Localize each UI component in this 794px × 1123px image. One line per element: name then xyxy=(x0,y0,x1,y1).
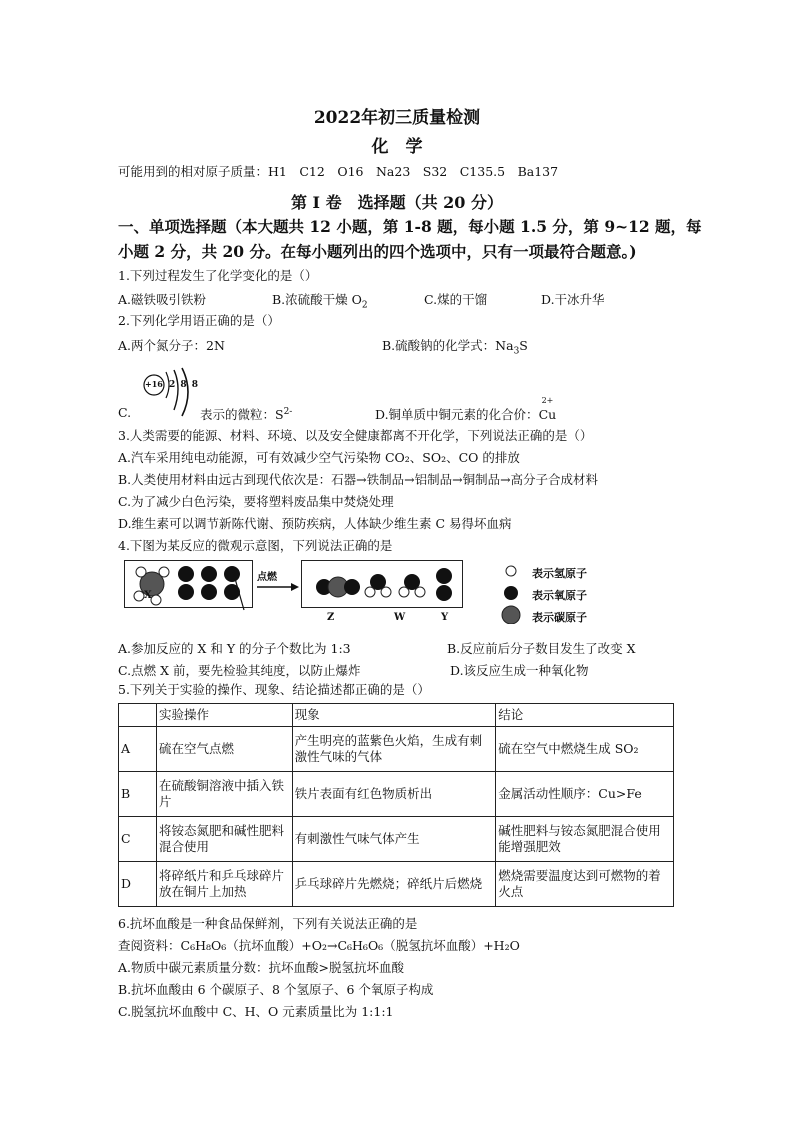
table-cell: 在硫酸铜溶液中插入铁片 xyxy=(156,772,292,817)
experiment-table xyxy=(118,703,674,907)
table-cell: 碱性肥料与铵态氮肥混合使用能增强肥效 xyxy=(496,817,674,862)
q4-stem: 4.下图为某反应的微观示意图，下列说法正确的是 xyxy=(118,538,393,553)
table-row xyxy=(119,772,674,817)
table-cell: 有刺激性气味气体产生 xyxy=(292,817,496,862)
table-cell: C xyxy=(119,817,157,862)
q2-option-d: D.铜单质中铜元素的化合价： 2+ Cu xyxy=(375,396,557,422)
table-row xyxy=(119,727,674,772)
table-cell: D xyxy=(119,862,157,907)
hydrogen-symbol xyxy=(506,566,516,576)
q4-option-a: A.参加反应的 X 和 Y 的分子个数比为 1:3 xyxy=(118,641,351,656)
instruction-line-1: 一、单项选择题（本大题共 12 小题，第 1-8 题，每小题 1.5 分，第 9~12 题，每 xyxy=(118,217,702,236)
table-cell: 硫在空气中燃烧生成 SO₂ xyxy=(496,727,674,772)
q2-option-c-text: 表示的微粒：$S^{2-}$ xyxy=(200,406,293,422)
q2-option-a: A.两个氮分子：2N xyxy=(118,338,225,353)
reaction-diagram xyxy=(124,560,464,630)
arrow-label: 点燃 xyxy=(257,572,277,583)
q4-option-b: B.反应前后分子数目发生了改变 X xyxy=(447,641,636,656)
q3-option-d: D.维生素可以调节新陈代谢、预防疾病，人体缺少维生素 C 易得坏血病 xyxy=(118,516,512,531)
table-header-row xyxy=(119,704,674,727)
q3-stem: 3.人类需要的能源、材料、环境、以及安全健康都离不开化学，下列说法正确的是（） xyxy=(118,428,593,443)
exam-title: 2022年初三质量检测 xyxy=(313,108,481,128)
legend-oxygen: 表示氧原子 xyxy=(532,589,587,602)
legend-carbon: 表示碳原子 xyxy=(532,611,587,624)
table-cell: 燃烧需要温度达到可燃物的着火点 xyxy=(496,862,674,907)
q3-option-a: A.汽车采用纯电动能源，可有效减少空气污染物 CO₂、SO₂、CO 的排放 xyxy=(118,450,520,465)
table-cell: 将碎纸片和乒乓球碎片放在铜片上加热 xyxy=(156,862,292,907)
q2-option-c-label: C. xyxy=(118,405,132,420)
instruction-line-2: 小题 2 分，共 20 分。在每小题列出的四个选项中，只有一项最符合题意。) xyxy=(118,242,637,261)
q6-option-b: B.抗坏血酸由 6 个碳原子、8 个氢原子、6 个氧原子构成 xyxy=(118,982,434,997)
q3-option-c: C.为了减少白色污染，要将塑料废品集中焚烧处理 xyxy=(118,494,394,509)
table-cell: 金属活动性顺序：Cu>Fe xyxy=(496,772,674,817)
table-cell: 乒乓球碎片先燃烧；碎纸片后燃烧 xyxy=(292,862,496,907)
q1-stem: 1.下列过程发生了化学变化的是（） xyxy=(118,268,318,283)
table-header-cell: 实验操作 xyxy=(156,704,292,727)
molecule-y-leftover xyxy=(436,568,452,601)
nucleus-charge: +16 xyxy=(145,379,163,389)
table-row xyxy=(119,862,674,907)
label-x: X xyxy=(144,590,152,601)
section-title: 第 I 卷 选择题（共 20 分） xyxy=(290,193,504,212)
table-cell: A xyxy=(119,727,157,772)
table-row xyxy=(119,817,674,862)
q2-option-b: B.硫酸钠的化学式：$Na_3S$ xyxy=(382,338,528,357)
table-header-cell xyxy=(119,704,157,727)
molecule-z xyxy=(316,577,360,597)
label-z: Z xyxy=(327,612,335,623)
table-cell: 硫在空气点燃 xyxy=(156,727,292,772)
legend-hydrogen: 表示氢原子 xyxy=(532,567,587,580)
q1-option-a: A.磁铁吸引铁粉 xyxy=(118,292,207,307)
q5-stem: 5.下列关于实验的操作、现象、结论描述都正确的是（） xyxy=(118,682,430,697)
q6-material: 查阅资料：C₆H₈O₆（抗坏血酸）+O₂→C₆H₆O₆（脱氢抗坏血酸）+H₂O xyxy=(118,938,520,953)
q6-stem: 6.抗坏血酸是一种食品保鲜剂，下列有关说法正确的是 xyxy=(118,916,418,931)
molecules-y xyxy=(178,566,244,610)
q1-option-c: C.煤的干馏 xyxy=(424,292,488,307)
label-y-product: Y xyxy=(441,612,449,623)
table-cell: 将铵态氮肥和碱性肥料混合使用 xyxy=(156,817,292,862)
oxygen-symbol xyxy=(504,586,518,600)
carbon-symbol xyxy=(502,606,520,624)
q1-option-d: D.干冰升华 xyxy=(541,292,605,307)
molecules-w xyxy=(365,574,425,597)
q1-option-b: B.浓硫酸干燥 $O_2$ xyxy=(272,292,368,311)
table-cell: B xyxy=(119,772,157,817)
q2-stem: 2.下列化学用语正确的是（） xyxy=(118,313,280,328)
q4-option-c: C.点燃 X 前，要先检验其纯度，以防止爆炸 xyxy=(118,663,361,678)
q3-option-b: B.人类使用材料由远古到现代依次是：石器→铁制品→铝制品→铜制品→高分子合成材料 xyxy=(118,472,599,487)
label-y: Y xyxy=(205,590,213,601)
table-header-cell: 结论 xyxy=(496,704,674,727)
subject-title: 化 学 xyxy=(371,137,423,157)
q6-option-c: C.脱氢抗坏血酸中 C、H、O 元素质量比为 1:1:1 xyxy=(118,1004,394,1019)
legend-symbols xyxy=(500,562,530,624)
label-w: W xyxy=(394,612,406,623)
q4-option-d: D.该反应生成一种氧化物 xyxy=(450,663,589,678)
atomic-masses: 可能用到的相对原子质量：H1 C12 O16 Na23 S32 C135.5 Ba137 xyxy=(118,164,559,179)
table-header-cell: 现象 xyxy=(292,704,496,727)
electron-shells: 2 8 8 xyxy=(169,380,200,390)
table-cell: 铁片表面有红色物质析出 xyxy=(292,772,496,817)
q6-option-a: A.物质中碳元素质量分数：抗坏血酸>脱氢抗坏血酸 xyxy=(118,960,404,975)
table-cell: 产生明亮的蓝紫色火焰，生成有刺激性气味的气体 xyxy=(292,727,496,772)
